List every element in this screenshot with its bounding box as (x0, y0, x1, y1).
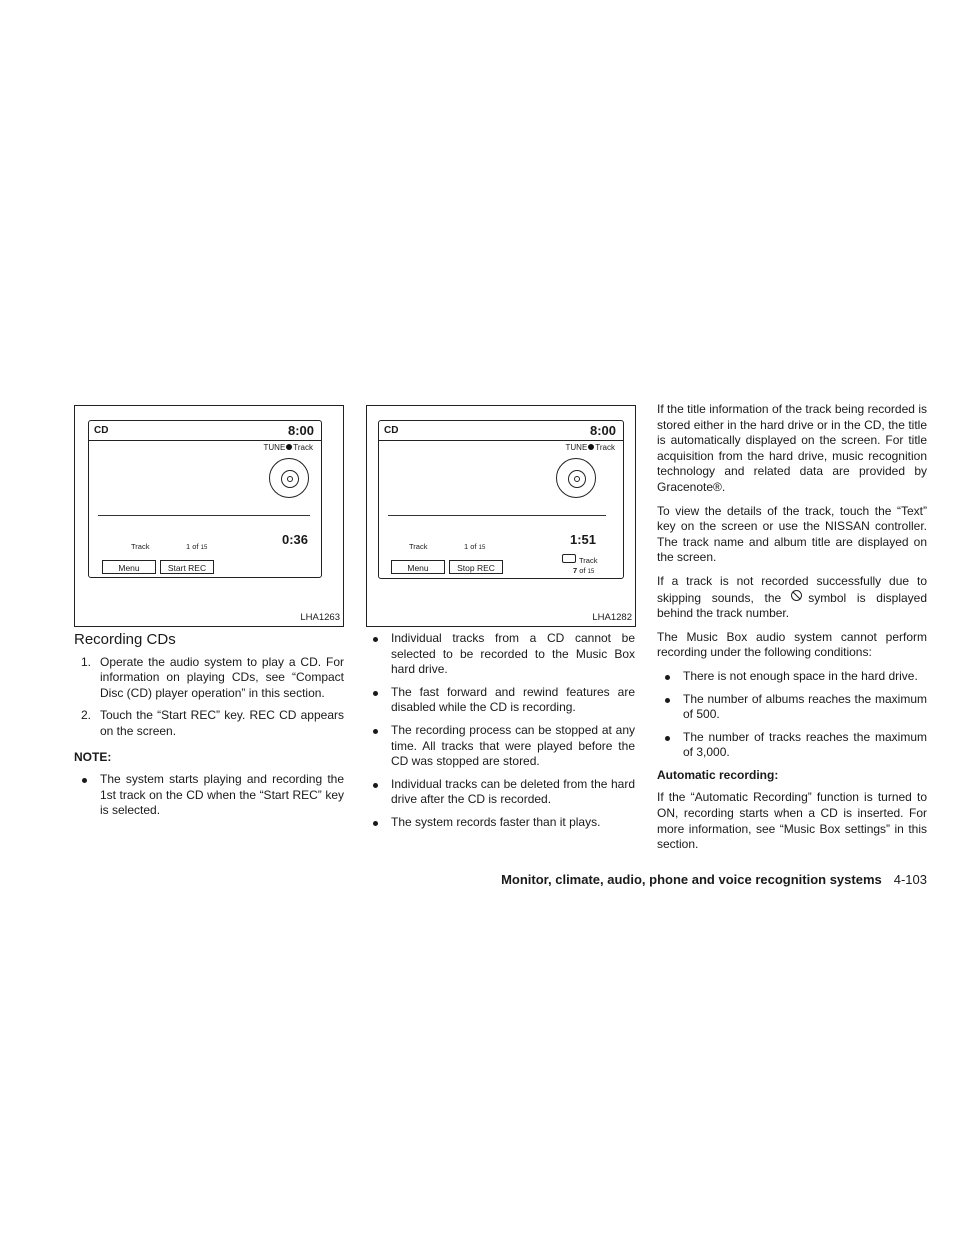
clock: 8:00 (589, 423, 616, 438)
bullet-icon (373, 637, 378, 642)
figure-label: LHA1282 (592, 612, 632, 623)
note-label: NOTE: (74, 749, 112, 764)
recording-track-icon (562, 554, 576, 563)
page-number: 4-103 (893, 872, 927, 887)
list-item: There is not enough space in the hard drive. (657, 669, 927, 685)
elapsed-time: 0:36 (282, 532, 309, 547)
list-item: The number of tracks reaches the maximum of 3,000. (657, 730, 927, 761)
tune-knob-icon (588, 444, 594, 450)
list-item: The fast forward and rewind features are disabled while the CD is recording. (365, 685, 635, 716)
track-counter: 1 of 15 (186, 542, 208, 551)
bullet-list (365, 631, 635, 831)
list-item: The recording process can be stopped at any time. All tracks that were played before the CD was stopped are stored. (365, 723, 635, 770)
column-left (74, 632, 344, 826)
bullet-icon (373, 729, 378, 734)
paragraph-conditions: The Music Box audio system cannot perform recording under the following conditions: (657, 629, 927, 660)
conditions-list (657, 669, 927, 761)
list-item: The system starts playing and recording the 1st track on the CD when the “Start REC” key is selected. (74, 772, 344, 819)
track-label: Track (131, 542, 150, 551)
audio-screen (378, 420, 624, 579)
progress-divider (388, 515, 606, 516)
stop-rec-button[interactable]: Stop REC (449, 560, 503, 574)
tune-track-label: TUNE Track (263, 443, 313, 452)
list-item: 2. Touch the “Start REC” key. REC CD appears on the screen. (81, 708, 344, 738)
column-middle (365, 631, 635, 838)
list-item: Individual tracks can be deleted from the hard drive after the CD is recorded. (365, 777, 635, 808)
progress-divider (98, 515, 310, 516)
column-right (657, 402, 927, 861)
bullet-icon (373, 821, 378, 826)
clock: 8:00 (287, 423, 314, 438)
paragraph-automatic-recording: If the “Automatic Recording” function is turned to ON, recording starts when a CD is inserted. For more information, see “Music Box settings” in this section. (657, 790, 927, 852)
screen-header (379, 421, 623, 441)
paragraph-title-info: If the title information of the track being recorded is stored either in the hard drive or in the CD, the title is automatically displayed on the screen. For title acquisition from the hard drive, music recognition technology and related data are provided by Gracenote®. (657, 402, 927, 494)
skip-symbol-icon (791, 590, 802, 601)
paragraph-track-details: To view the details of the track, touch the “Text” key on the screen or use the NISSAN controller. The track name and album title are displayed on the screen. (657, 503, 927, 565)
start-rec-button[interactable]: Start REC (160, 560, 214, 574)
subheading-automatic-recording: Automatic recording: (657, 767, 779, 782)
cd-disc-icon (269, 458, 309, 498)
figure-label: LHA1263 (300, 612, 340, 623)
track-counter: 1 of 15 (464, 542, 486, 551)
list-item: The number of albums reaches the maximum of 500. (657, 692, 927, 723)
tune-track-label: TUNE Track (565, 443, 615, 452)
tune-knob-icon (286, 444, 292, 450)
source-label: CD (384, 425, 399, 436)
bullet-icon (373, 691, 378, 696)
recording-track-label: Track (579, 556, 598, 565)
source-label: CD (94, 425, 109, 436)
cd-disc-icon (556, 458, 596, 498)
paragraph-skip-symbol: If a track is not recorded successfully due to skipping sounds, the symbol is displayed behind the track number. (657, 573, 928, 621)
bullet-icon (665, 736, 670, 741)
footer-section-title: Monitor, climate, audio, phone and voice recognition systems (501, 872, 882, 887)
bullet-icon (665, 675, 670, 680)
bullet-icon (665, 698, 670, 703)
page-footer (501, 872, 927, 887)
note-list (74, 772, 344, 819)
bullet-icon (373, 783, 378, 788)
screen-header (89, 421, 321, 441)
steps-list (74, 655, 344, 740)
section-heading: Recording CDs (74, 631, 176, 648)
figure-stop-rec (366, 405, 636, 627)
list-item: Individual tracks from a CD cannot be selected to be recorded to the Music Box hard drive. (365, 631, 635, 678)
track-label: Track (409, 542, 428, 551)
figure-start-rec (74, 405, 344, 627)
menu-button[interactable]: Menu (102, 560, 156, 574)
recording-track-counter: 7 of 15 (573, 566, 595, 575)
menu-button[interactable]: Menu (391, 560, 445, 574)
list-item: The system records faster than it plays. (365, 815, 635, 831)
audio-screen (88, 420, 322, 578)
elapsed-time: 1:51 (570, 532, 597, 547)
list-item: 1. Operate the audio system to play a CD. For information on playing CDs, see “Compact Disc (CD) player operation” in this section. (81, 654, 344, 700)
bullet-icon (82, 778, 87, 783)
